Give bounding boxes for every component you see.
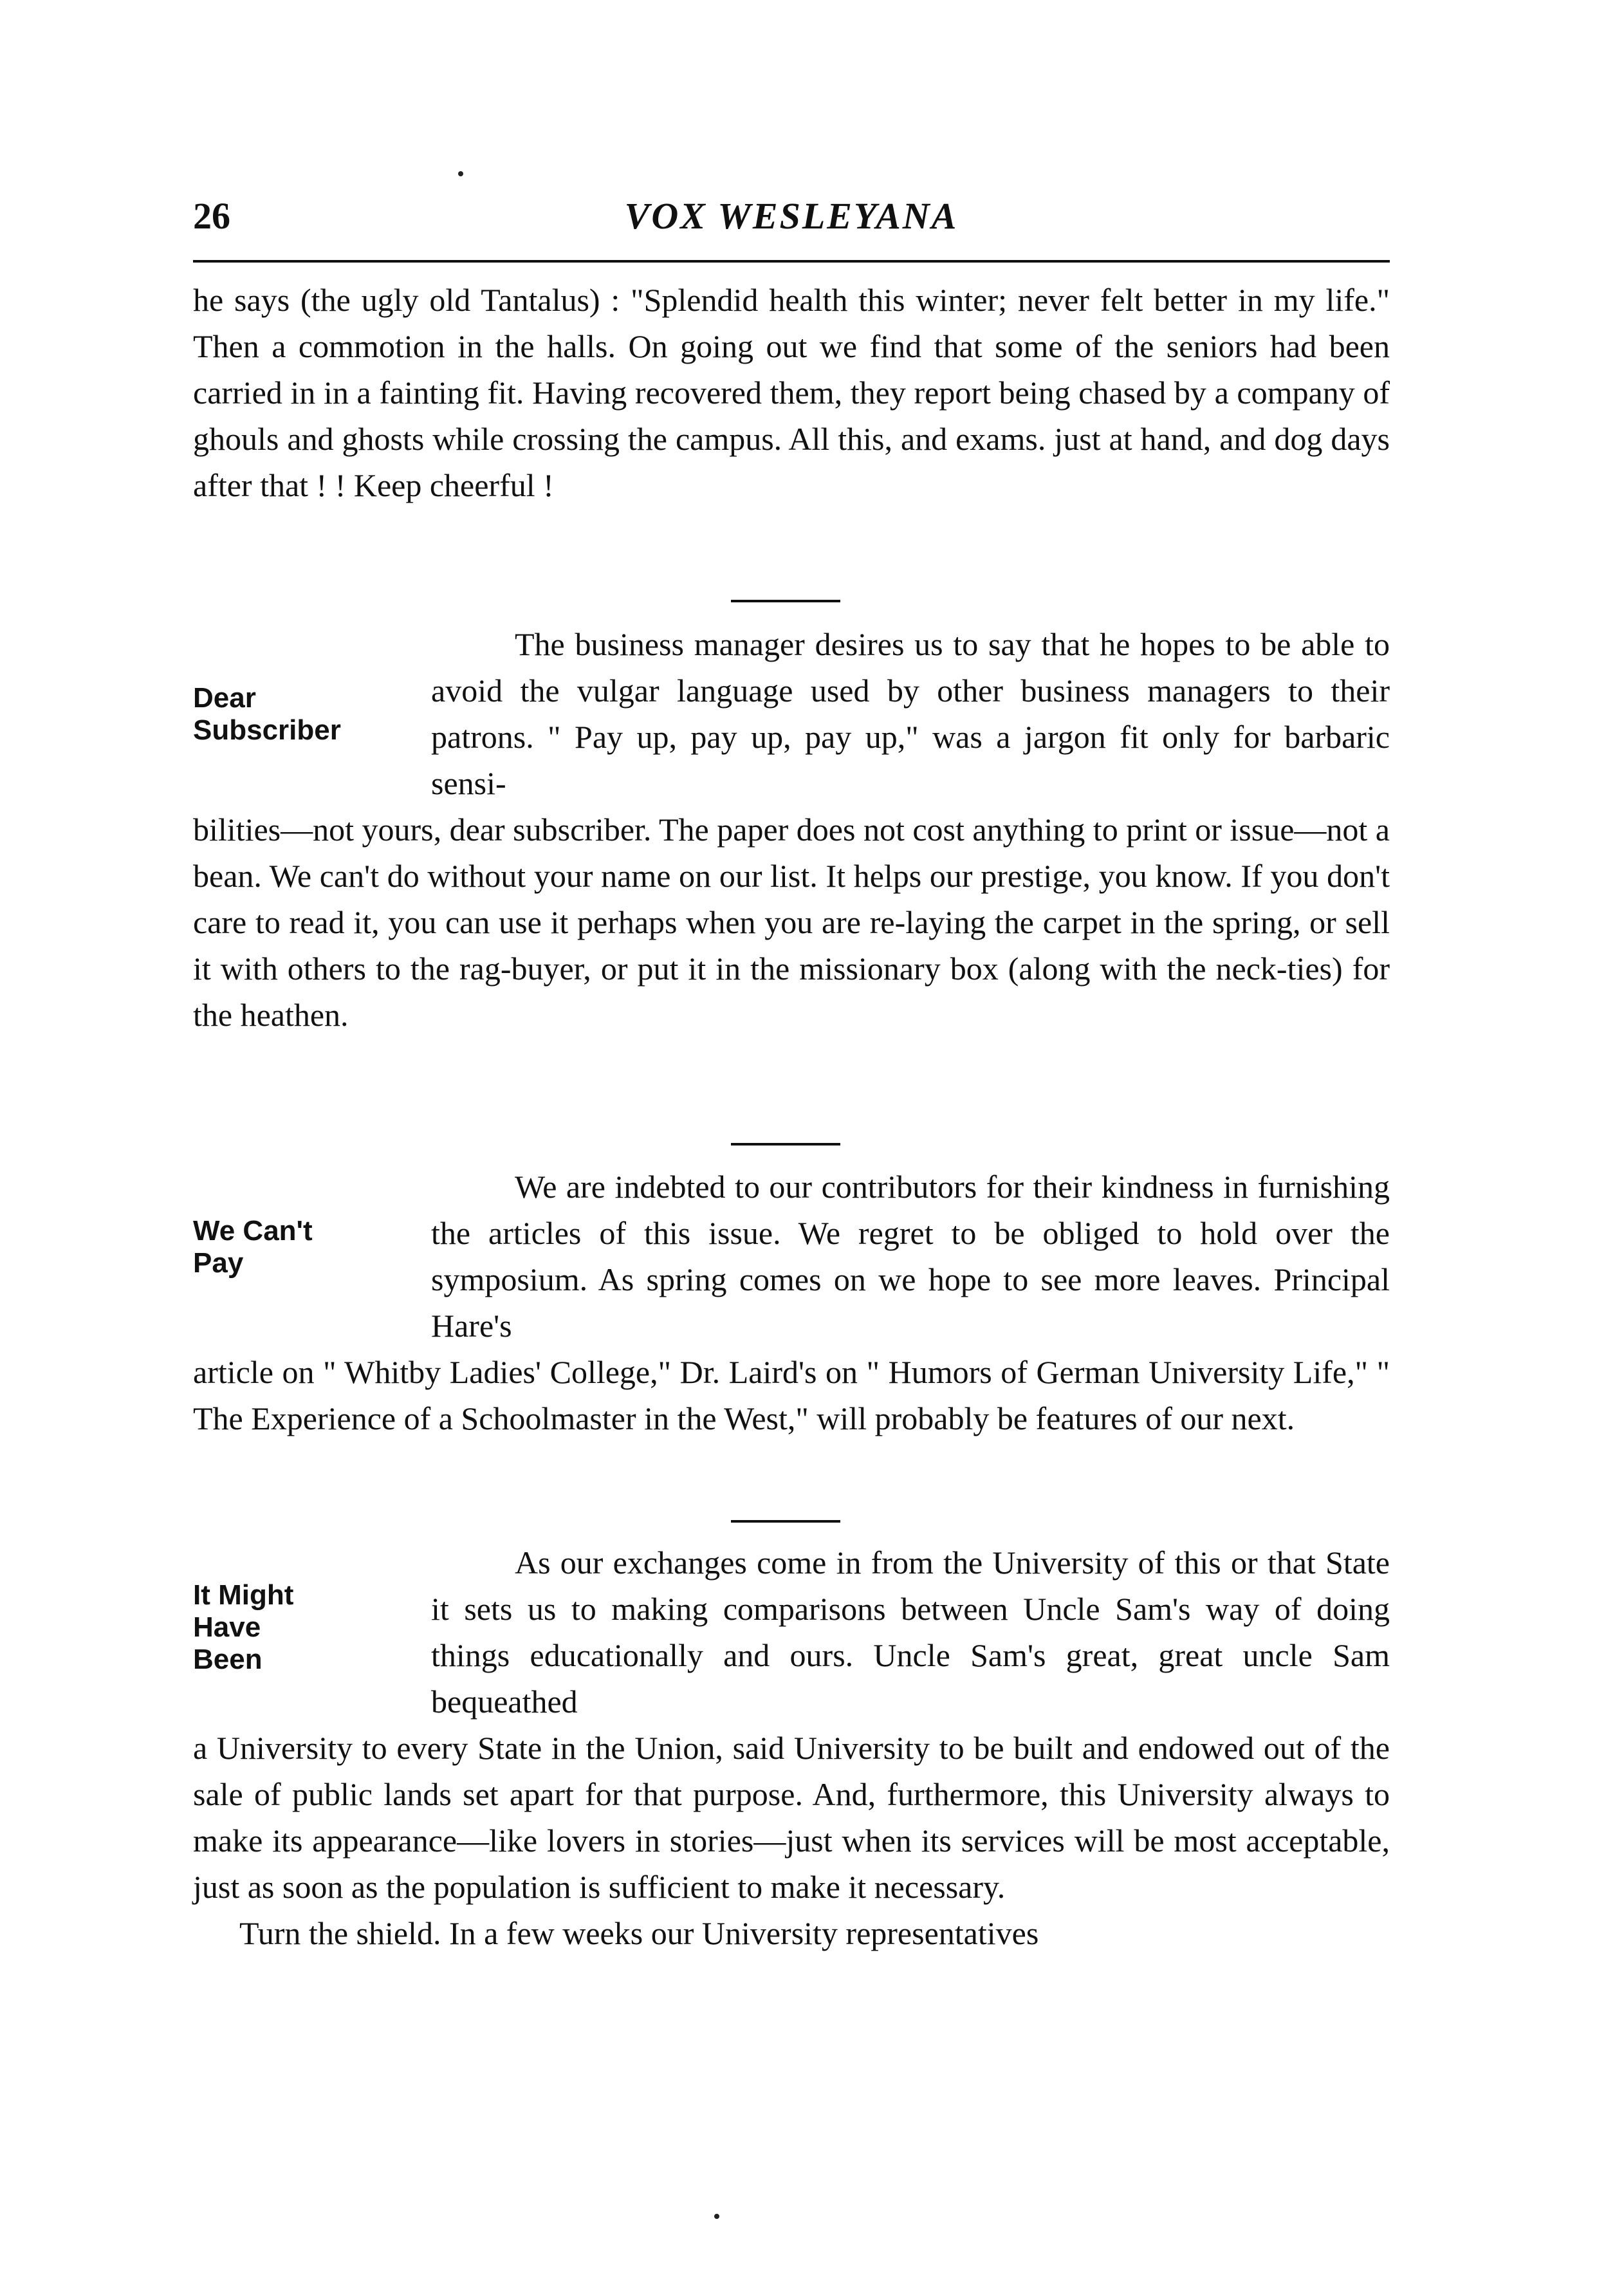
- running-title: VOX WESLEYANA: [624, 195, 959, 237]
- lead-text: As our exchanges come in from the University of this or that State it sets us to making comparisons between Uncle Sam's way of doing things educationally and ours. Uncle Sam's great, great uncle Sam bequeathed: [431, 1545, 1390, 1720]
- page-number: 26: [193, 195, 230, 237]
- section-divider: [731, 1520, 840, 1523]
- lead-paragraph: [431, 1164, 1390, 1349]
- side-heading: [193, 682, 341, 747]
- body-text: Turn the shield. In a few weeks our University representatives: [239, 1915, 1039, 1951]
- section-divider: [731, 600, 840, 602]
- intro-text: he says (the ugly old Tantalus) : "Splendid health this winter; never felt better in my life." Then a commotion in the halls. On going out we find that some of the seniors had been carried in in a fainting fit. Having recovered them, they report being chased by a company of ghouls and ghosts while crossing the campus. All this, and exams. just at hand, and dog days after that ! ! Keep cheerful !: [193, 282, 1390, 503]
- side-heading-line: Been: [193, 1644, 263, 1675]
- lead-text: The business manager desires us to say that he hopes to be able to avoid the vulgar language used by other business managers to their patrons. " Pay up, pay up, pay up," was a jargon fit only for barbaric sensi-: [431, 626, 1390, 801]
- page-header: [193, 187, 1390, 245]
- section-divider: [731, 1143, 840, 1146]
- side-heading-line: Pay: [193, 1247, 244, 1279]
- side-heading-line: We Can't: [193, 1215, 313, 1247]
- lead-paragraph: [431, 1539, 1390, 1725]
- lead-paragraph: [431, 621, 1390, 806]
- body-text: a University to every State in the Union, said University to be built and endowed out of the sale of public lands set apart for that purpose. And, furthermore, this University always to make its appearance—like lovers in stories—just when its services will be most acceptable, just as soon as the population is sufficient to make it necessary.: [193, 1730, 1390, 1905]
- side-heading-line: Dear: [193, 682, 256, 714]
- body-paragraph: [193, 1725, 1390, 1956]
- side-heading-line: It Might: [193, 1579, 294, 1611]
- body-text: article on " Whitby Ladies' College," Dr. Laird's on " Humors of German University Life," " The Experience of a Schoolmaster in the West," will probably be features of our next.: [193, 1354, 1390, 1436]
- body-text: bilities—not yours, dear subscriber. The paper does not cost anything to print or issue—not a bean. We can't do without your name on our list. It helps our prestige, you know. If you don't care to read it, you can use it perhaps when you are re-laying the carpet in the spring, or sell it with others to the rag-buyer, or put it in the missionary box (along with the neck-ties) for the heathen.: [193, 812, 1390, 1033]
- side-heading: [193, 1579, 293, 1676]
- body-paragraph: [193, 806, 1390, 1038]
- ink-speck: [714, 2214, 719, 2219]
- ink-speck: [458, 171, 463, 176]
- lead-text: We are indebted to our contributors for their kindness in furnishing the articles of this issue. We regret to be obliged to hold over the symposium. As spring comes on we hope to see more leaves. Principal Hare's: [431, 1169, 1390, 1344]
- header-rule: [193, 260, 1390, 263]
- intro-paragraph: [193, 277, 1390, 508]
- side-heading: [193, 1215, 313, 1279]
- side-heading-line: Have: [193, 1611, 261, 1643]
- body-paragraph: [193, 1349, 1390, 1442]
- side-heading-line: Subscriber: [193, 714, 341, 746]
